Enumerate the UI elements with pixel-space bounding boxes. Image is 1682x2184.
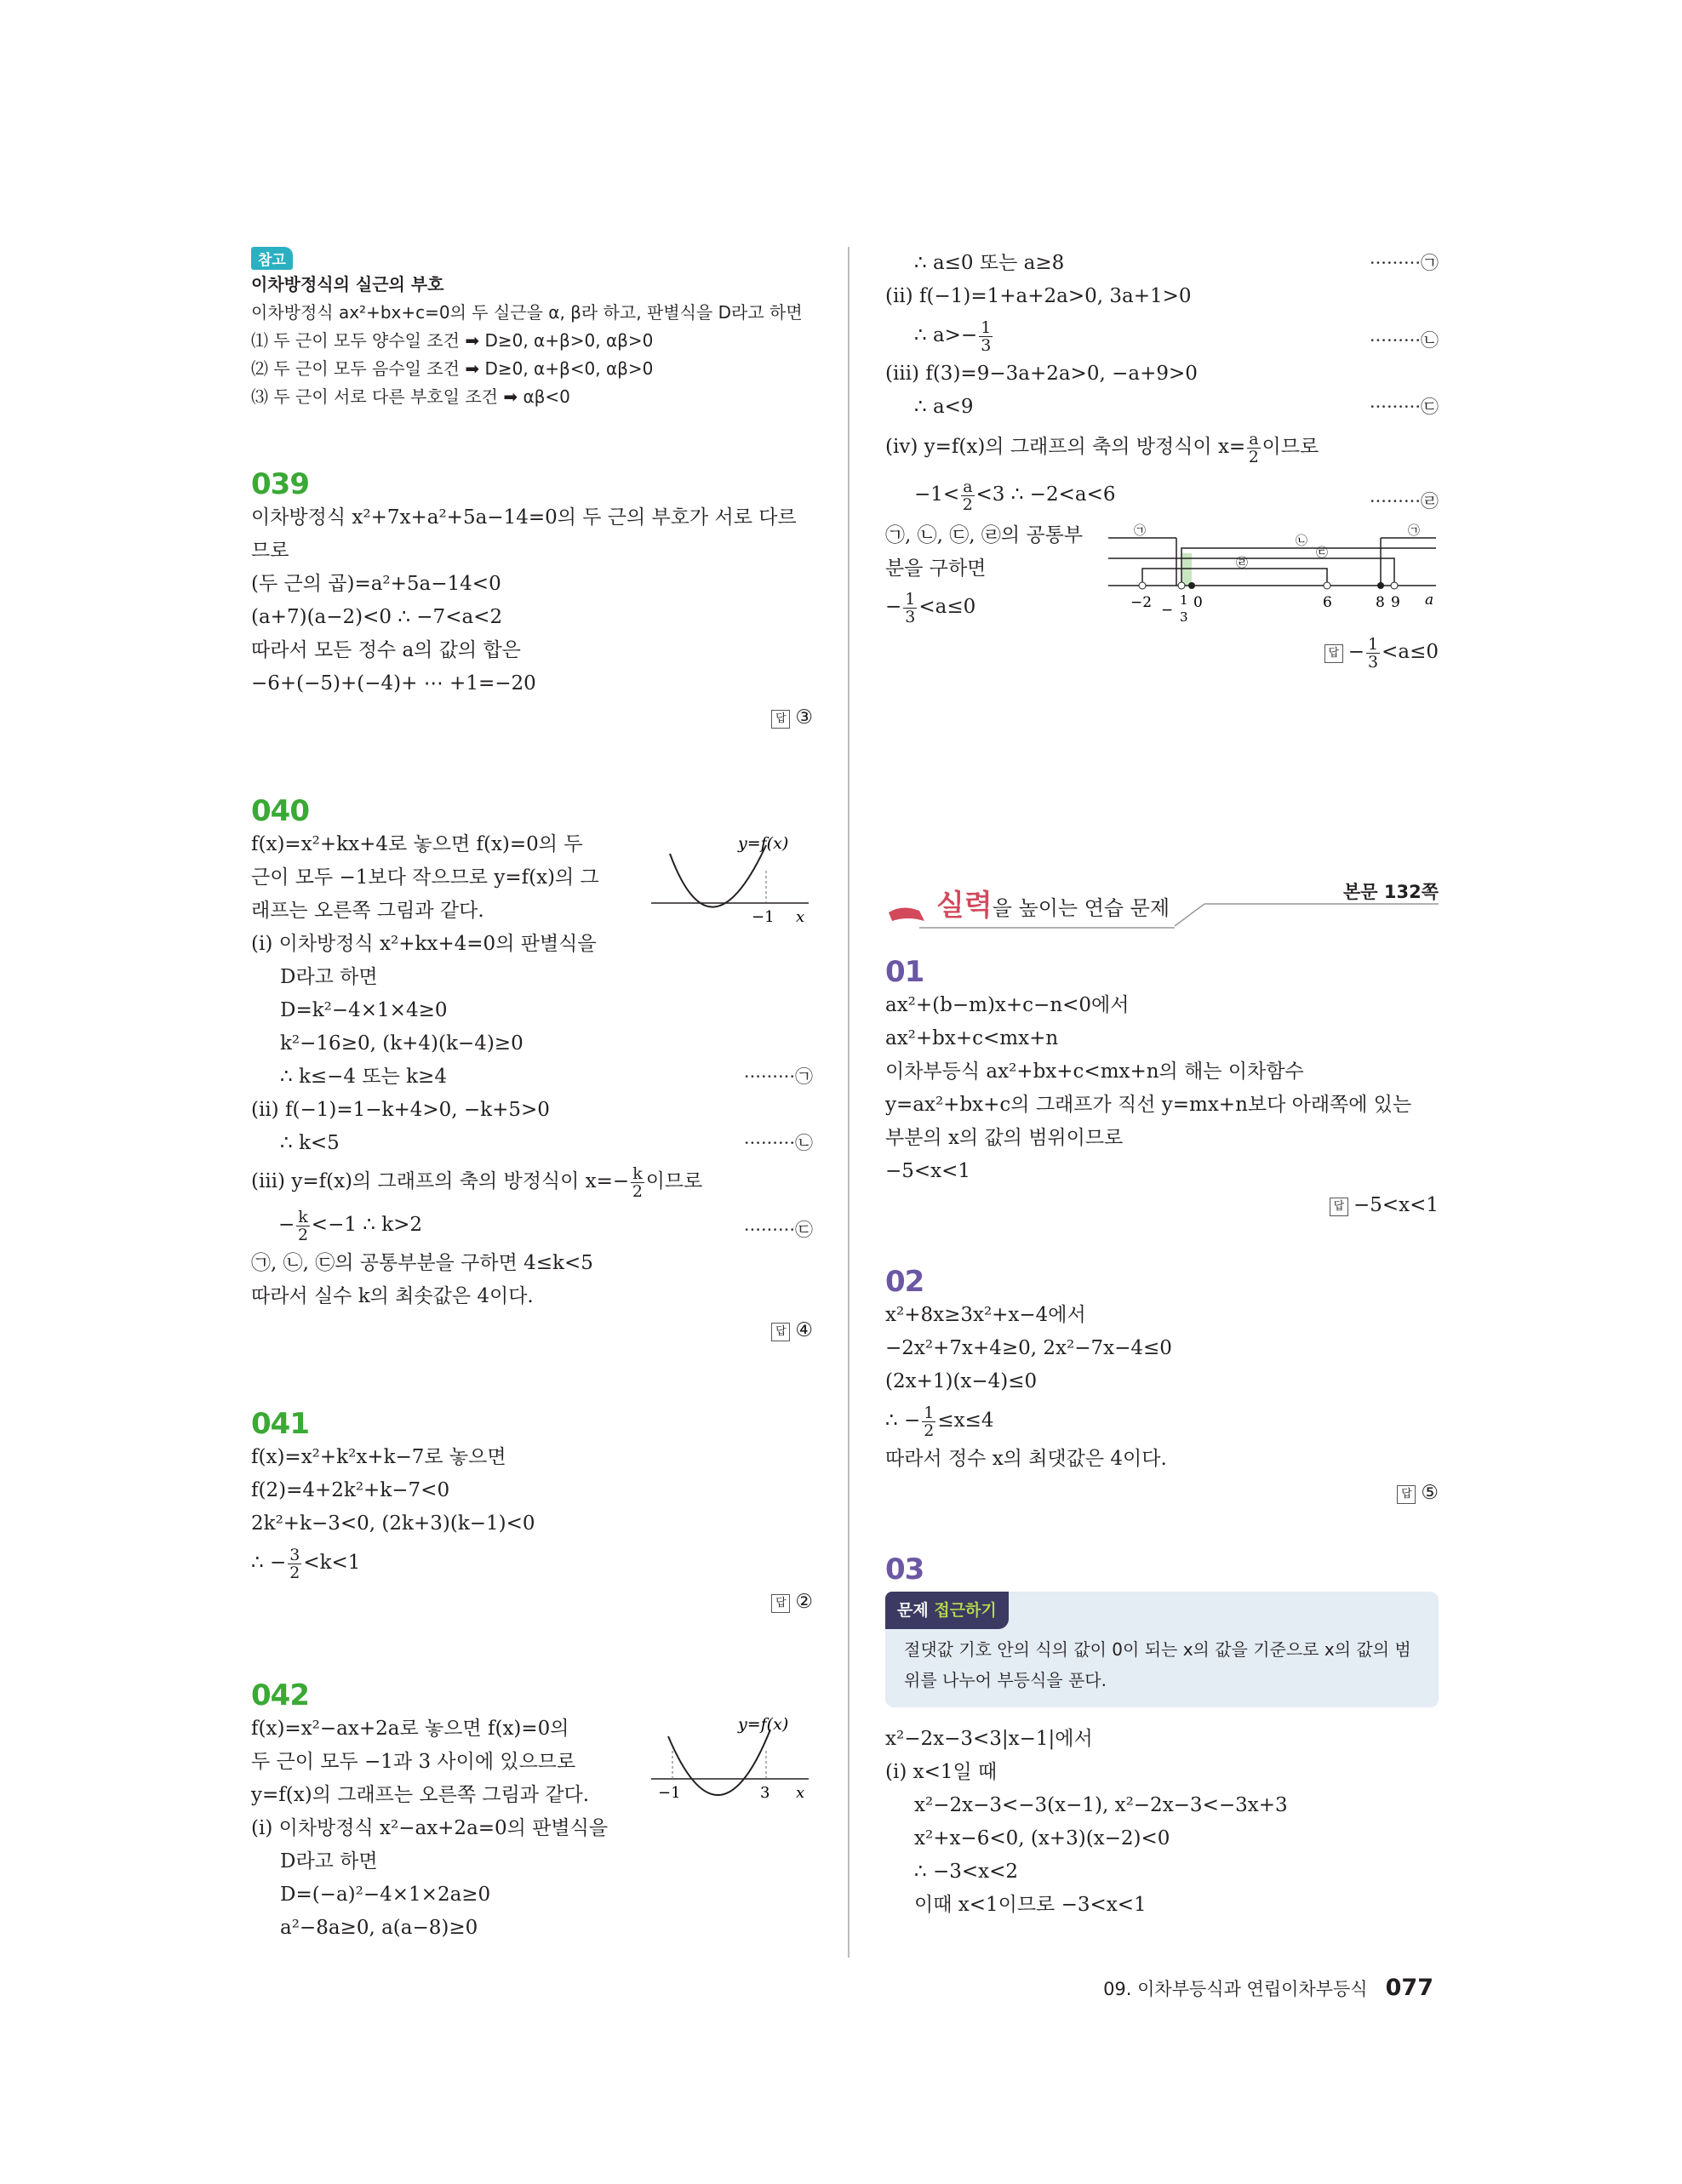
nl-label: 3 xyxy=(1180,609,1188,625)
solution-line: D라고 하면 xyxy=(280,1850,378,1872)
nl-label: − xyxy=(1161,602,1174,619)
note-box xyxy=(251,247,813,411)
solution-line: 두 근이 모두 −1과 3 사이에 있으므로 xyxy=(251,1751,576,1773)
solution-line: ∴ a≤0 또는 a≥8 ·········㉠ xyxy=(885,247,1439,280)
approach-tag: 문제 접근하기 xyxy=(885,1592,1009,1629)
problem-number-039: 039 xyxy=(251,467,309,501)
fraction: $\frac{1}{3}$ xyxy=(981,317,992,355)
note-item: ⑴ 두 근이 모두 양수일 조건 ➡ D≥0, α+β>0, αβ>0 xyxy=(251,330,654,351)
solution-line: 므로 xyxy=(251,540,289,562)
mark-label: ㉠ xyxy=(1408,524,1420,538)
numberline-block xyxy=(885,519,1439,630)
solution-line: 부분의 x의 값의 범위이므로 xyxy=(885,1127,1124,1149)
note-item: ⑵ 두 근이 모두 음수일 조건 ➡ D≥0, α+β<0, αβ>0 xyxy=(251,358,654,379)
section-banner xyxy=(885,878,1439,938)
solution-line: ∴ k<5 ·········㉡ xyxy=(251,1127,813,1160)
page-footer xyxy=(1103,1975,1433,2001)
fraction: $\frac{k}{2}$ xyxy=(297,1207,309,1244)
fraction: $\frac{3}{2}$ xyxy=(289,1545,300,1582)
tick-label: −1 xyxy=(658,1784,681,1802)
approach-box xyxy=(885,1592,1439,1707)
nl-label: 9 xyxy=(1391,594,1400,611)
fraction: $\frac{1}{3}$ xyxy=(905,589,916,626)
nl-label: 1 xyxy=(1180,592,1188,608)
problem-number-042: 042 xyxy=(251,1678,309,1712)
solution-line: 따라서 정수 x의 최댓값은 4이다. xyxy=(885,1448,1167,1470)
solution-line: (ⅰ) 이차방정식 x²+kx+4=0의 판별식을 xyxy=(251,933,597,955)
solution-line: (ⅲ) y=f(x)의 그래프의 축의 방정식이 x=− $\frac{k}{2}$ 이므로 xyxy=(251,1163,703,1201)
nl-label: 8 xyxy=(1376,594,1385,611)
approach-text: 절댓값 기호 안의 식의 값이 0이 되는 x의 값을 기준으로 x의 값의 범위를 나누어 부등식을 푼다. xyxy=(904,1639,1411,1690)
problem-number-01: 01 xyxy=(885,955,924,989)
solution-line: (a+7)(a−2)<0 ∴ −7<a<2 xyxy=(251,606,503,628)
solution-line: f(x)=x²+kx+4로 놓으면 f(x)=0의 두 xyxy=(251,833,583,855)
solution-line: −2x²+7x+4≥0, 2x²−7x−4≤0 xyxy=(885,1337,1172,1359)
page-reference: 본문 132쪽 xyxy=(1342,882,1439,902)
solution-line: ∴ − $\frac{1}{2}$ ≤x≤4 xyxy=(885,1403,994,1440)
solution-line: x²+8x≥3x²+x−4에서 xyxy=(885,1304,1086,1326)
solution-line: y=ax²+bx+c의 그래프가 직선 y=mx+n보다 아래쪽에 있는 xyxy=(885,1094,1412,1116)
solution-line: 따라서 실수 k의 최솟값은 4이다. xyxy=(251,1285,534,1307)
solution-line: ㉠, ㉡, ㉢의 공통부분을 구하면 4≤k<5 xyxy=(251,1252,593,1274)
solution-line: (두 근의 곱)=a²+5a−14<0 xyxy=(251,573,501,595)
solution-line: ∴ − $\frac{3}{2}$ <k<1 xyxy=(251,1545,361,1582)
note-title: 이차방정식의 실근의 부호 xyxy=(251,274,444,294)
solution-line: (2x+1)(x−4)≤0 xyxy=(885,1370,1038,1392)
solution-line: (ⅰ) x<1일 때 xyxy=(885,1761,998,1783)
mark-label: ㉠ xyxy=(1134,524,1146,538)
solution-line: (ⅱ) f(−1)=1−k+4>0, −k+5>0 xyxy=(251,1099,550,1121)
nl-label: −2 xyxy=(1130,594,1153,611)
note-intro: 이차방정식 ax²+bx+c=0의 두 실근을 α, β라 하고, 판별식을 D라고 하면 xyxy=(251,302,803,323)
range-3 xyxy=(1108,558,1394,586)
axis-label: x xyxy=(796,1784,805,1802)
section-title: 실력을 높이는 연습 문제 xyxy=(936,889,1170,923)
solution-line: ax²+bx+c<mx+n xyxy=(885,1027,1059,1049)
solution-line: 래프는 오른쪽 그림과 같다. xyxy=(251,900,484,922)
nl-label: 6 xyxy=(1323,594,1332,611)
mark-2: ·········㉡ xyxy=(743,1133,813,1153)
fraction: $\frac{a}{2}$ xyxy=(1248,429,1259,466)
solution-line: k²−16≥0, (k+4)(k−4)≥0 xyxy=(280,1032,523,1055)
solution-line: a²−8a≥0, a(a−8)≥0 xyxy=(280,1917,478,1939)
note-item: ⑶ 두 근이 서로 다른 부호일 조건 ➡ αβ<0 xyxy=(251,386,570,407)
range-2 xyxy=(1181,548,1436,586)
solution-line: − $\frac{k}{2}$ <−1 ∴ k>2 ·········㉢ xyxy=(251,1203,813,1247)
problem-number-040: 040 xyxy=(251,794,309,828)
solution-line: (ⅰ) 이차방정식 x²−ax+2a=0의 판별식을 xyxy=(251,1817,609,1839)
solution-line: 이차방정식 x²+7x+a²+5a−14=0의 두 근의 부호가 서로 다르 xyxy=(251,506,797,529)
tick-label: 3 xyxy=(760,1784,770,1802)
solution-line: 2k²+k−3<0, (2k+3)(k−1)<0 xyxy=(251,1512,535,1535)
nl-label: a xyxy=(1425,592,1434,609)
solution-line: x²−2x−3<3|x−1|에서 xyxy=(885,1728,1093,1750)
solution-line: x²−2x−3<−3(x−1), x²−2x−3<−3x+3 xyxy=(914,1794,1288,1816)
problem-number-041: 041 xyxy=(251,1407,309,1441)
column-divider xyxy=(848,247,850,1958)
fraction: $\frac{1}{2}$ xyxy=(924,1403,935,1440)
problem-042 xyxy=(251,1678,813,1945)
solution-line: f(x)=x²−ax+2a로 놓으면 f(x)=0의 xyxy=(251,1718,569,1740)
point xyxy=(1139,582,1146,589)
fraction: $\frac{k}{2}$ xyxy=(632,1163,643,1201)
answer-icon: 답 xyxy=(771,710,790,729)
curve-label: y=f(x) xyxy=(738,834,789,853)
solution-line: 근이 모두 −1보다 작으므로 y=f(x)의 그 xyxy=(251,866,599,889)
solution-line: 이때 x<1이므로 −3<x<1 xyxy=(914,1894,1147,1916)
fraction: $\frac{1}{3}$ xyxy=(1368,634,1379,672)
solution-line: D=k²−4×1×4≥0 xyxy=(280,999,448,1021)
banner-line xyxy=(1175,904,1204,926)
nl-label: 0 xyxy=(1193,594,1203,611)
solution-line: y=f(x)의 그래프는 오른쪽 그림과 같다. xyxy=(251,1784,590,1806)
chapter-title: 09. 이차부등식과 연립이차부등식 xyxy=(1103,1979,1368,1999)
solution-line: x²+x−6<0, (x+3)(x−2)<0 xyxy=(914,1827,1170,1850)
solution-line: f(x)=x²+k²x+k−7로 놓으면 xyxy=(251,1446,506,1468)
number-line xyxy=(1108,519,1440,630)
tick-label: −1 xyxy=(752,908,775,926)
solution-line: ax²+(b−m)x+c−n<0에서 xyxy=(885,994,1130,1016)
curve-label: y=f(x) xyxy=(738,1715,789,1734)
solution-line: D=(−a)²−4×1×2a≥0 xyxy=(280,1884,491,1906)
range-4 xyxy=(1142,569,1327,586)
solution-line: −5<x<1 xyxy=(885,1160,971,1182)
solution-line: − $\frac{1}{3}$ <a≤0 xyxy=(885,589,976,626)
answer-042: 답 − $\frac{1}{3}$ <a≤0 xyxy=(885,630,1439,674)
solution-line: −1< $\frac{a}{2}$ <3 ∴ −2<a<6 ·········㉣ xyxy=(885,470,1439,519)
solution-line: ∴ a>− $\frac{1}{3}$ ·········㉡ xyxy=(885,313,1439,357)
mark-1: ·········㉠ xyxy=(743,1066,813,1087)
mark-4: ·········㉣ xyxy=(1369,491,1439,512)
solution-line: (ⅱ) f(−1)=1+a+2a>0, 3a+1>0 xyxy=(885,285,1192,307)
mark-label: ㉡ xyxy=(1296,535,1307,548)
axis-label: x xyxy=(796,908,805,926)
solution-line: f(2)=4+2k²+k−7<0 xyxy=(251,1479,450,1501)
right-column xyxy=(885,247,1439,1922)
mark-3: ·········㉢ xyxy=(1369,397,1439,417)
mark-3: ·········㉢ xyxy=(743,1220,813,1240)
answer-039: 답 ③ xyxy=(251,700,813,735)
fraction: $\frac{a}{2}$ xyxy=(962,477,973,514)
solution-line: 따라서 모든 정수 a의 값의 합은 xyxy=(251,639,521,661)
solution-line: ㉠, ㉡, ㉢, ㉣의 공통부 xyxy=(885,524,1084,546)
note-badge: 참고 xyxy=(251,247,293,270)
solution-line: ∴ k≤−4 또는 k≥4 ·········㉠ xyxy=(251,1061,813,1094)
left-column xyxy=(251,247,813,1945)
point xyxy=(1324,582,1330,589)
problem-number-03: 03 xyxy=(885,1552,924,1587)
point xyxy=(1377,582,1384,589)
solution-line: (ⅳ) y=f(x)의 그래프의 축의 방정식이 x= $\frac{a}{2}$ 이므로 xyxy=(885,429,1319,466)
solution-line: −6+(−5)+(−4)+ ⋯ +1=−20 xyxy=(251,672,536,695)
banner-ribbon xyxy=(889,907,924,921)
mark-2: ·········㉡ xyxy=(1369,330,1439,351)
answer-040: 답 ④ xyxy=(251,1313,813,1347)
mark-label: ㉢ xyxy=(1316,546,1328,560)
solution-line: D라고 하면 xyxy=(280,966,378,988)
solution-line: 이차부등식 ax²+bx+c<mx+n의 해는 이차함수 xyxy=(885,1061,1304,1083)
solution-line: ∴ −3<x<2 xyxy=(914,1861,1018,1883)
solution-line: ∴ a<9 ·········㉢ xyxy=(885,391,1439,424)
point xyxy=(1391,582,1398,589)
page-number: 077 xyxy=(1385,1975,1433,2001)
problem-040 xyxy=(251,794,813,1347)
point xyxy=(1188,582,1195,589)
solution-line: 분을 구하면 xyxy=(885,557,987,580)
problem-number-02: 02 xyxy=(885,1265,924,1299)
answer-01: 답 −5<x<1 xyxy=(885,1188,1439,1222)
mark-label: ㉣ xyxy=(1236,557,1248,570)
mark-1: ·········㉠ xyxy=(1369,253,1439,273)
answer-041: 답 ② xyxy=(251,1585,813,1619)
answer-02: 답 ⑤ xyxy=(885,1476,1439,1510)
point xyxy=(1178,582,1185,589)
solution-line: (ⅲ) f(3)=9−3a+2a>0, −a+9>0 xyxy=(885,363,1198,385)
